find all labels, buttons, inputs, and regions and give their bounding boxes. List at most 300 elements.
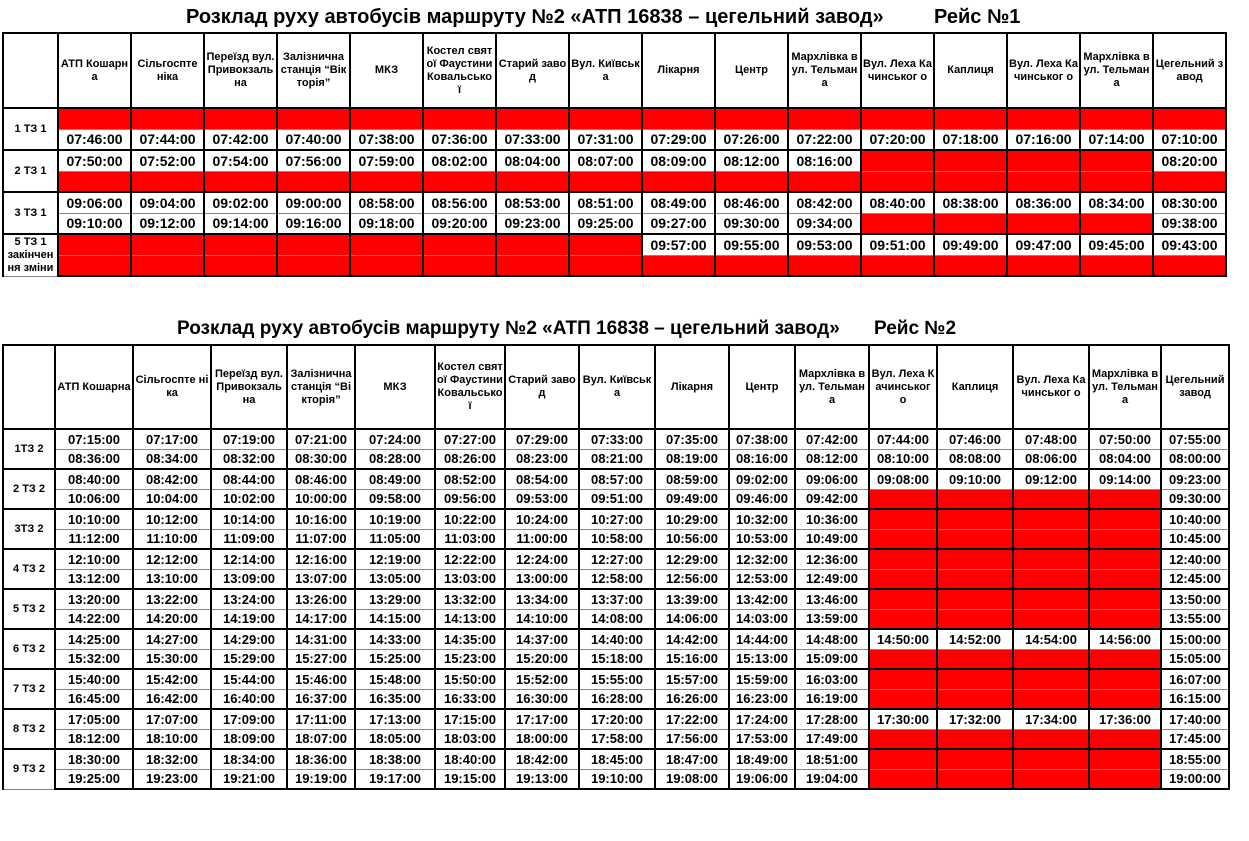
no-stop-cell xyxy=(1089,569,1161,589)
time-cell: 15:48:00 xyxy=(355,669,435,689)
time-cell: 17:58:00 xyxy=(579,729,655,749)
time-cell: 14:20:00 xyxy=(133,609,211,629)
time-cell: 12:49:00 xyxy=(795,569,869,589)
schedule-trip-2 xyxy=(2,318,1230,790)
time-cell: 17:36:00 xyxy=(1089,709,1161,729)
stop-header: Старий завод xyxy=(505,345,579,429)
time-cell: 14:22:00 xyxy=(55,609,133,629)
time-cell: 14:13:00 xyxy=(435,609,505,629)
time-cell: 07:54:00 xyxy=(204,150,277,171)
time-cell: 15:32:00 xyxy=(55,649,133,669)
schedule-1-header xyxy=(2,6,1224,32)
no-stop-cell xyxy=(934,108,1007,129)
time-cell: 08:56:00 xyxy=(423,192,496,213)
time-cell: 18:34:00 xyxy=(211,749,287,769)
time-cell: 09:51:00 xyxy=(861,234,934,255)
time-cell: 10:16:00 xyxy=(287,509,355,529)
no-stop-cell xyxy=(1089,509,1161,529)
time-cell: 08:04:00 xyxy=(496,150,569,171)
time-cell: 09:06:00 xyxy=(58,192,131,213)
stop-header: Залізнична станція “Вікторія” xyxy=(287,345,355,429)
time-cell: 07:38:00 xyxy=(729,429,795,449)
vehicle-label: 8 ТЗ 2 xyxy=(3,709,55,749)
time-cell: 07:46:00 xyxy=(58,129,131,150)
stop-header: Сільгоспте ніка xyxy=(133,345,211,429)
time-cell: 16:26:00 xyxy=(655,689,729,709)
time-cell: 19:08:00 xyxy=(655,769,729,789)
time-cell: 10:29:00 xyxy=(655,509,729,529)
vehicle-label: 6 ТЗ 2 xyxy=(3,629,55,669)
schedule-row xyxy=(3,649,1229,669)
stop-header: Сільгоспте ніка xyxy=(131,33,204,108)
time-cell: 08:30:00 xyxy=(287,449,355,469)
time-cell: 18:55:00 xyxy=(1161,749,1229,769)
time-cell: 09:04:00 xyxy=(131,192,204,213)
stop-header: Вул. Леха Качинськог о xyxy=(1007,33,1080,108)
no-stop-cell xyxy=(937,549,1013,569)
no-stop-cell xyxy=(788,108,861,129)
schedule-row xyxy=(3,489,1229,509)
stop-header: Каплиця xyxy=(934,33,1007,108)
time-cell: 18:49:00 xyxy=(729,749,795,769)
schedule-row xyxy=(3,509,1229,529)
time-cell: 07:18:00 xyxy=(934,129,1007,150)
time-cell: 19:15:00 xyxy=(435,769,505,789)
time-cell: 08:00:00 xyxy=(1161,449,1229,469)
time-cell: 07:33:00 xyxy=(496,129,569,150)
time-cell: 10:49:00 xyxy=(795,529,869,549)
schedule-row xyxy=(3,729,1229,749)
time-cell: 08:46:00 xyxy=(287,469,355,489)
time-cell: 08:58:00 xyxy=(350,192,423,213)
time-cell: 11:05:00 xyxy=(355,529,435,549)
stop-header: Мархлівка вул. Тельмана xyxy=(788,33,861,108)
no-stop-cell xyxy=(937,509,1013,529)
no-stop-cell xyxy=(934,213,1007,234)
route-label-header xyxy=(3,345,55,429)
time-cell: 09:30:00 xyxy=(715,213,788,234)
no-stop-cell xyxy=(937,649,1013,669)
time-cell: 16:42:00 xyxy=(133,689,211,709)
time-cell: 11:09:00 xyxy=(211,529,287,549)
no-stop-cell xyxy=(1013,509,1089,529)
time-cell: 08:54:00 xyxy=(505,469,579,489)
time-cell: 07:36:00 xyxy=(423,129,496,150)
no-stop-cell xyxy=(1007,150,1080,171)
time-cell: 10:10:00 xyxy=(55,509,133,529)
schedule-row xyxy=(3,213,1226,234)
no-stop-cell xyxy=(1013,669,1089,689)
time-cell: 09:14:00 xyxy=(204,213,277,234)
no-stop-cell xyxy=(937,489,1013,509)
time-cell: 17:53:00 xyxy=(729,729,795,749)
time-cell: 13:03:00 xyxy=(435,569,505,589)
time-cell: 17:20:00 xyxy=(579,709,655,729)
schedule-row xyxy=(3,689,1229,709)
time-cell: 08:42:00 xyxy=(788,192,861,213)
time-cell: 09:45:00 xyxy=(1080,234,1153,255)
no-stop-cell xyxy=(496,171,569,192)
vehicle-label: 2 ТЗ 2 xyxy=(3,469,55,509)
time-cell: 16:19:00 xyxy=(795,689,869,709)
no-stop-cell xyxy=(350,171,423,192)
time-cell: 18:42:00 xyxy=(505,749,579,769)
time-cell: 13:24:00 xyxy=(211,589,287,609)
schedule-2-header-row xyxy=(3,345,1229,429)
time-cell: 17:22:00 xyxy=(655,709,729,729)
no-stop-cell xyxy=(861,108,934,129)
no-stop-cell xyxy=(937,689,1013,709)
time-cell: 13:26:00 xyxy=(287,589,355,609)
time-cell: 15:16:00 xyxy=(655,649,729,669)
no-stop-cell xyxy=(1013,529,1089,549)
schedule-row xyxy=(3,709,1229,729)
vehicle-label: 9 ТЗ 2 xyxy=(3,749,55,789)
time-cell: 12:12:00 xyxy=(133,549,211,569)
no-stop-cell xyxy=(1080,171,1153,192)
time-cell: 08:53:00 xyxy=(496,192,569,213)
vehicle-label: 5 ТЗ 2 xyxy=(3,589,55,629)
no-stop-cell xyxy=(1089,589,1161,609)
time-cell: 13:59:00 xyxy=(795,609,869,629)
time-cell: 10:02:00 xyxy=(211,489,287,509)
time-cell: 18:38:00 xyxy=(355,749,435,769)
time-cell: 08:28:00 xyxy=(355,449,435,469)
time-cell: 10:27:00 xyxy=(579,509,655,529)
no-stop-cell xyxy=(423,171,496,192)
time-cell: 14:17:00 xyxy=(287,609,355,629)
time-cell: 17:28:00 xyxy=(795,709,869,729)
no-stop-cell xyxy=(869,689,937,709)
time-cell: 10:04:00 xyxy=(133,489,211,509)
time-cell: 13:12:00 xyxy=(55,569,133,589)
no-stop-cell xyxy=(1013,489,1089,509)
no-stop-cell xyxy=(131,108,204,129)
stop-header: Вул. Леха Качинськог о xyxy=(1013,345,1089,429)
time-cell: 07:26:00 xyxy=(715,129,788,150)
time-cell: 16:23:00 xyxy=(729,689,795,709)
time-cell: 07:27:00 xyxy=(435,429,505,449)
time-cell: 07:24:00 xyxy=(355,429,435,449)
time-cell: 08:09:00 xyxy=(642,150,715,171)
time-cell: 12:36:00 xyxy=(795,549,869,569)
stop-header: Переїзд вул. Привокзаль на xyxy=(204,33,277,108)
time-cell: 14:54:00 xyxy=(1013,629,1089,649)
time-cell: 08:42:00 xyxy=(133,469,211,489)
time-cell: 16:30:00 xyxy=(505,689,579,709)
time-cell: 13:42:00 xyxy=(729,589,795,609)
no-stop-cell xyxy=(58,171,131,192)
time-cell: 18:09:00 xyxy=(211,729,287,749)
time-cell: 15:13:00 xyxy=(729,649,795,669)
time-cell: 15:52:00 xyxy=(505,669,579,689)
vehicle-label: 1ТЗ 2 xyxy=(3,429,55,469)
time-cell: 17:32:00 xyxy=(937,709,1013,729)
time-cell: 10:53:00 xyxy=(729,529,795,549)
time-cell: 17:34:00 xyxy=(1013,709,1089,729)
no-stop-cell xyxy=(934,150,1007,171)
no-stop-cell xyxy=(937,769,1013,789)
no-stop-cell xyxy=(869,489,937,509)
time-cell: 19:25:00 xyxy=(55,769,133,789)
no-stop-cell xyxy=(1013,729,1089,749)
time-cell: 10:45:00 xyxy=(1161,529,1229,549)
no-stop-cell xyxy=(277,255,350,276)
time-cell: 09:55:00 xyxy=(715,234,788,255)
vehicle-label: 5 ТЗ 1 закінчен ня зміни xyxy=(3,234,58,276)
time-cell: 12:56:00 xyxy=(655,569,729,589)
time-cell: 10:00:00 xyxy=(287,489,355,509)
time-cell: 14:33:00 xyxy=(355,629,435,649)
no-stop-cell xyxy=(204,108,277,129)
stop-header: Вул. Леха Качинськог о xyxy=(869,345,937,429)
time-cell: 08:34:00 xyxy=(1080,192,1153,213)
no-stop-cell xyxy=(1007,213,1080,234)
time-cell: 07:38:00 xyxy=(350,129,423,150)
no-stop-cell xyxy=(277,108,350,129)
no-stop-cell xyxy=(869,669,937,689)
time-cell: 13:07:00 xyxy=(287,569,355,589)
time-cell: 07:10:00 xyxy=(1153,129,1226,150)
time-cell: 07:17:00 xyxy=(133,429,211,449)
schedule-1-table xyxy=(2,32,1227,277)
time-cell: 15:09:00 xyxy=(795,649,869,669)
no-stop-cell xyxy=(131,255,204,276)
no-stop-cell xyxy=(496,108,569,129)
time-cell: 14:52:00 xyxy=(937,629,1013,649)
time-cell: 15:30:00 xyxy=(133,649,211,669)
no-stop-cell xyxy=(1007,171,1080,192)
time-cell: 07:21:00 xyxy=(287,429,355,449)
no-stop-cell xyxy=(1089,769,1161,789)
stop-header: Переїзд вул. Привокзаль на xyxy=(211,345,287,429)
no-stop-cell xyxy=(869,749,937,769)
stop-header: Вул. Київська xyxy=(579,345,655,429)
no-stop-cell xyxy=(869,609,937,629)
time-cell: 08:04:00 xyxy=(1089,449,1161,469)
time-cell: 14:29:00 xyxy=(211,629,287,649)
time-cell: 15:29:00 xyxy=(211,649,287,669)
time-cell: 18:05:00 xyxy=(355,729,435,749)
no-stop-cell xyxy=(58,234,131,255)
time-cell: 16:03:00 xyxy=(795,669,869,689)
stop-header: Лікарня xyxy=(642,33,715,108)
time-cell: 15:05:00 xyxy=(1161,649,1229,669)
time-cell: 14:35:00 xyxy=(435,629,505,649)
time-cell: 15:44:00 xyxy=(211,669,287,689)
time-cell: 15:40:00 xyxy=(55,669,133,689)
time-cell: 07:29:00 xyxy=(505,429,579,449)
time-cell: 07:14:00 xyxy=(1080,129,1153,150)
time-cell: 11:03:00 xyxy=(435,529,505,549)
time-cell: 17:17:00 xyxy=(505,709,579,729)
no-stop-cell xyxy=(1013,569,1089,589)
time-cell: 19:10:00 xyxy=(579,769,655,789)
time-cell: 09:57:00 xyxy=(642,234,715,255)
no-stop-cell xyxy=(569,108,642,129)
no-stop-cell xyxy=(937,749,1013,769)
time-cell: 17:45:00 xyxy=(1161,729,1229,749)
vehicle-label: 7 ТЗ 2 xyxy=(3,669,55,709)
stop-header: Мархлівка вул. Тельмана xyxy=(795,345,869,429)
stop-header: Вул. Київська xyxy=(569,33,642,108)
time-cell: 09:34:00 xyxy=(788,213,861,234)
time-cell: 16:28:00 xyxy=(579,689,655,709)
time-cell: 19:04:00 xyxy=(795,769,869,789)
no-stop-cell xyxy=(788,255,861,276)
no-stop-cell xyxy=(1089,669,1161,689)
time-cell: 07:48:00 xyxy=(1013,429,1089,449)
time-cell: 13:20:00 xyxy=(55,589,133,609)
vehicle-label: 3ТЗ 2 xyxy=(3,509,55,549)
no-stop-cell xyxy=(869,649,937,669)
time-cell: 10:12:00 xyxy=(133,509,211,529)
time-cell: 13:09:00 xyxy=(211,569,287,589)
time-cell: 08:36:00 xyxy=(55,449,133,469)
stop-header: Мархлівка вул. Тельмана xyxy=(1080,33,1153,108)
schedule-1-title: Розклад руху автобусів маршруту №2 «АТП 16838 – цегельний завод» xyxy=(186,6,884,28)
time-cell: 19:23:00 xyxy=(133,769,211,789)
no-stop-cell xyxy=(58,108,131,129)
time-cell: 13:37:00 xyxy=(579,589,655,609)
time-cell: 09:51:00 xyxy=(579,489,655,509)
time-cell: 09:14:00 xyxy=(1089,469,1161,489)
no-stop-cell xyxy=(1013,609,1089,629)
schedule-1-trip-number: Рейс №1 xyxy=(934,6,1021,28)
time-cell: 16:40:00 xyxy=(211,689,287,709)
time-cell: 08:46:00 xyxy=(715,192,788,213)
time-cell: 17:56:00 xyxy=(655,729,729,749)
time-cell: 12:40:00 xyxy=(1161,549,1229,569)
time-cell: 14:03:00 xyxy=(729,609,795,629)
schedule-row xyxy=(3,569,1229,589)
time-cell: 18:10:00 xyxy=(133,729,211,749)
no-stop-cell xyxy=(1007,108,1080,129)
no-stop-cell xyxy=(204,171,277,192)
time-cell: 14:10:00 xyxy=(505,609,579,629)
time-cell: 17:30:00 xyxy=(869,709,937,729)
time-cell: 18:30:00 xyxy=(55,749,133,769)
time-cell: 08:12:00 xyxy=(795,449,869,469)
time-cell: 08:59:00 xyxy=(655,469,729,489)
schedule-row xyxy=(3,129,1226,150)
time-cell: 08:52:00 xyxy=(435,469,505,489)
schedule-row xyxy=(3,234,1226,255)
no-stop-cell xyxy=(350,255,423,276)
time-cell: 08:02:00 xyxy=(423,150,496,171)
time-cell: 19:21:00 xyxy=(211,769,287,789)
time-cell: 13:05:00 xyxy=(355,569,435,589)
vehicle-label: 4 ТЗ 2 xyxy=(3,549,55,589)
time-cell: 15:23:00 xyxy=(435,649,505,669)
stop-header: Костел святої Фаустини Ковальсько ї xyxy=(423,33,496,108)
no-stop-cell xyxy=(934,255,1007,276)
schedule-row xyxy=(3,255,1226,276)
schedule-2-title: Розклад руху автобусів маршруту №2 «АТП 16838 – цегельний завод» xyxy=(177,318,840,339)
stop-header: МКЗ xyxy=(355,345,435,429)
no-stop-cell xyxy=(1089,489,1161,509)
time-cell: 16:33:00 xyxy=(435,689,505,709)
time-cell: 14:06:00 xyxy=(655,609,729,629)
stop-header: Каплиця xyxy=(937,345,1013,429)
stop-header: Костел святої Фаустини Ковальсько ї xyxy=(435,345,505,429)
schedule-row xyxy=(3,469,1229,489)
time-cell: 18:07:00 xyxy=(287,729,355,749)
no-stop-cell xyxy=(1089,649,1161,669)
no-stop-cell xyxy=(277,234,350,255)
time-cell: 09:12:00 xyxy=(1013,469,1089,489)
no-stop-cell xyxy=(1013,769,1089,789)
no-stop-cell xyxy=(496,255,569,276)
time-cell: 09:20:00 xyxy=(423,213,496,234)
time-cell: 14:19:00 xyxy=(211,609,287,629)
time-cell: 13:55:00 xyxy=(1161,609,1229,629)
time-cell: 07:55:00 xyxy=(1161,429,1229,449)
no-stop-cell xyxy=(861,213,934,234)
time-cell: 10:24:00 xyxy=(505,509,579,529)
vehicle-label: 2 ТЗ 1 xyxy=(3,150,58,192)
time-cell: 19:13:00 xyxy=(505,769,579,789)
time-cell: 17:09:00 xyxy=(211,709,287,729)
no-stop-cell xyxy=(350,234,423,255)
time-cell: 11:12:00 xyxy=(55,529,133,549)
vehicle-label: 1 ТЗ 1 xyxy=(3,108,58,150)
time-cell: 14:40:00 xyxy=(579,629,655,649)
time-cell: 12:27:00 xyxy=(579,549,655,569)
no-stop-cell xyxy=(1089,529,1161,549)
schedule-2-trip-number: Рейс №2 xyxy=(874,318,957,339)
no-stop-cell xyxy=(1089,729,1161,749)
no-stop-cell xyxy=(1089,609,1161,629)
no-stop-cell xyxy=(1013,649,1089,669)
time-cell: 09:43:00 xyxy=(1153,234,1226,255)
time-cell: 07:29:00 xyxy=(642,129,715,150)
no-stop-cell xyxy=(869,589,937,609)
no-stop-cell xyxy=(423,255,496,276)
no-stop-cell xyxy=(1080,108,1153,129)
time-cell: 09:42:00 xyxy=(795,489,869,509)
time-cell: 12:14:00 xyxy=(211,549,287,569)
time-cell: 10:06:00 xyxy=(55,489,133,509)
time-cell: 10:22:00 xyxy=(435,509,505,529)
schedule-row xyxy=(3,749,1229,769)
no-stop-cell xyxy=(869,569,937,589)
time-cell: 08:06:00 xyxy=(1013,449,1089,469)
no-stop-cell xyxy=(715,171,788,192)
no-stop-cell xyxy=(715,255,788,276)
no-stop-cell xyxy=(1153,255,1226,276)
time-cell: 09:25:00 xyxy=(569,213,642,234)
no-stop-cell xyxy=(423,108,496,129)
no-stop-cell xyxy=(1080,213,1153,234)
time-cell: 07:59:00 xyxy=(350,150,423,171)
no-stop-cell xyxy=(869,729,937,749)
time-cell: 17:11:00 xyxy=(287,709,355,729)
time-cell: 08:21:00 xyxy=(579,449,655,469)
no-stop-cell xyxy=(1013,549,1089,569)
schedule-row xyxy=(3,629,1229,649)
stop-header: Старий завод xyxy=(496,33,569,108)
no-stop-cell xyxy=(1013,589,1089,609)
time-cell: 07:52:00 xyxy=(131,150,204,171)
time-cell: 17:24:00 xyxy=(729,709,795,729)
time-cell: 11:07:00 xyxy=(287,529,355,549)
no-stop-cell xyxy=(937,729,1013,749)
no-stop-cell xyxy=(496,234,569,255)
time-cell: 09:23:00 xyxy=(496,213,569,234)
time-cell: 07:42:00 xyxy=(795,429,869,449)
time-cell: 12:22:00 xyxy=(435,549,505,569)
